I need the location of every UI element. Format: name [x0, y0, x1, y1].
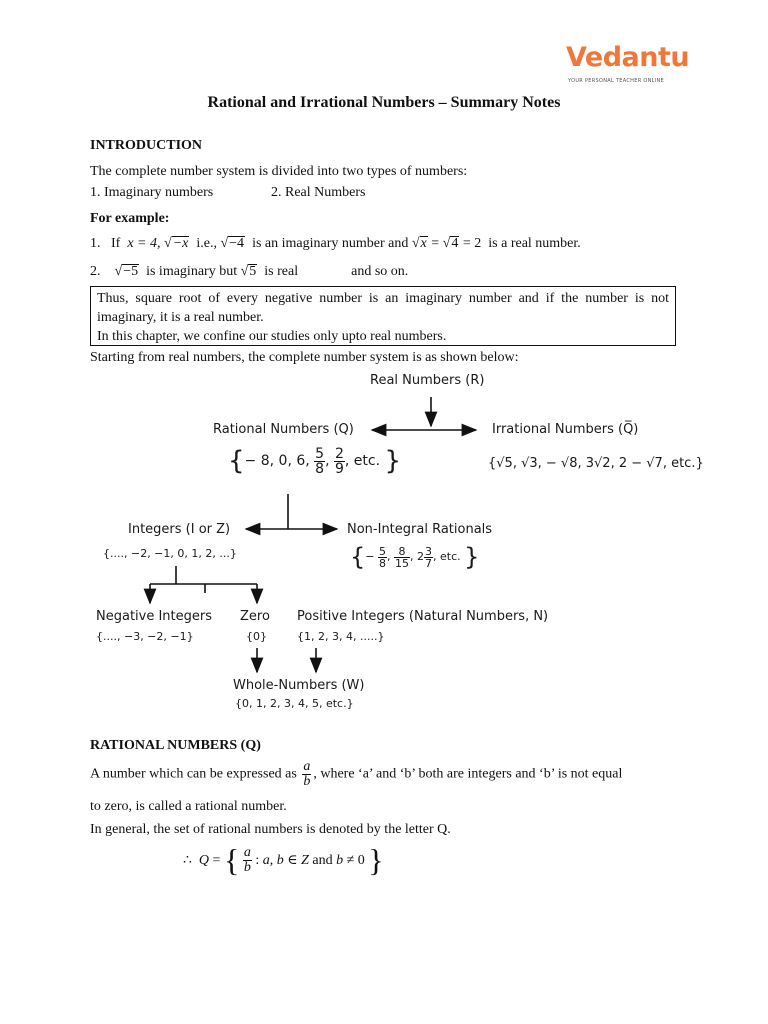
ex1-number: 1.	[90, 236, 101, 251]
negative-set: {...., −3, −2, −1}	[96, 630, 194, 643]
note-box-line2: In this chapter, we confine our studies only upto real numbers.	[97, 329, 447, 344]
ex1-if: If	[111, 236, 121, 251]
note-box-line1: Thus, square root of every negative number is an imaginary number and if the number is not imaginary, it is a real number.	[97, 291, 669, 325]
ex2-real-text: is real	[264, 264, 299, 279]
ex2-so-on: and so on.	[351, 264, 409, 279]
positive-set: {1, 2, 3, 4, .....}	[297, 630, 385, 643]
definition-part-b: , where ‘a’ and ‘b’ both are integers and ‘b’ is not equal	[313, 766, 623, 782]
logo-tagline: YOUR PERSONAL TEACHER ONLINE	[568, 78, 664, 84]
starting-line: Starting from real numbers, the complete number system is as shown below:	[90, 350, 519, 365]
ex2-number: 2.	[90, 264, 101, 279]
irrational-set: {√5, √3, − √8, 3√2, 2 − √7, etc.}	[488, 456, 704, 471]
node-irrational-numbers: Irrational Numbers (Q̅)	[492, 422, 639, 437]
node-positive-integers: Positive Integers (Natural Numbers, N)	[297, 609, 549, 624]
node-zero: Zero	[240, 609, 270, 624]
example-heading: For example:	[90, 211, 170, 226]
rational-definition-line1: A number which can be expressed as $\frac{a}{b}$ , where ‘a’ and ‘b’ both are integers and ‘b’ is not equal	[90, 759, 623, 789]
rational-definition-line2: to zero, is called a rational number.	[90, 799, 287, 814]
example-2: 2. √−5 is imaginary but √5 is real and so on.	[90, 264, 409, 279]
node-negative-integers: Negative Integers	[96, 609, 213, 624]
nonintegral-set: {− $\frac{5}{8}$ , $\frac{8}{15}$ , 2 $\frac{3}{7}$ , etc. }	[350, 543, 480, 571]
type-imaginary: 1. Imaginary numbers	[90, 185, 214, 200]
node-non-integral-rationals: Non-Integral Rationals	[347, 522, 493, 537]
integers-set: {...., −2, −1, 0, 1, 2, ...}	[103, 547, 237, 560]
example-1: 1. If x = 4, √−x i.e., √−4 is an imaginary number and √x = √4 = 2 is a real number.	[90, 236, 581, 251]
intro-heading: INTRODUCTION	[90, 138, 203, 153]
node-integers: Integers (I or Z)	[128, 522, 231, 537]
rational-set: {− 8, 0, 6, $\frac{5}{8}$ , $\frac{2}{9}$ , etc. }	[228, 445, 402, 477]
intro-line1: The complete number system is divided into two types of numbers:	[90, 164, 468, 179]
type-real: 2. Real Numbers	[271, 185, 366, 200]
zero-set: {0}	[246, 630, 267, 643]
definition-part-a: A number which can be expressed as	[90, 766, 297, 782]
node-whole-numbers: Whole-Numbers (W)	[233, 678, 365, 693]
rational-heading: RATIONAL NUMBERS (Q)	[90, 738, 261, 753]
ex1-x-equals-4: x = 4,	[127, 236, 161, 251]
ex1-ie: i.e.,	[196, 236, 217, 251]
ex1-imaginary-text: is an imaginary number and	[252, 236, 409, 251]
rational-definition-line3: In general, the set of rational numbers is denoted by the letter Q.	[90, 822, 451, 837]
node-rational-numbers: Rational Numbers (Q)	[213, 422, 354, 437]
page-title: Rational and Irrational Numbers – Summary Notes	[207, 94, 561, 111]
rational-set-formula: ∴ Q = { $\frac{a}{b}$ : a, b ∈ Z and b ≠ 0 }	[183, 842, 384, 878]
ex2-imaginary-text: is imaginary but	[146, 264, 238, 279]
ex1-real-text: is a real number.	[488, 236, 581, 251]
logo-brand: Vedantu	[566, 42, 690, 73]
node-real-numbers: Real Numbers (R)	[370, 373, 485, 388]
whole-set: {0, 1, 2, 3, 4, 5, etc.}	[235, 697, 354, 710]
